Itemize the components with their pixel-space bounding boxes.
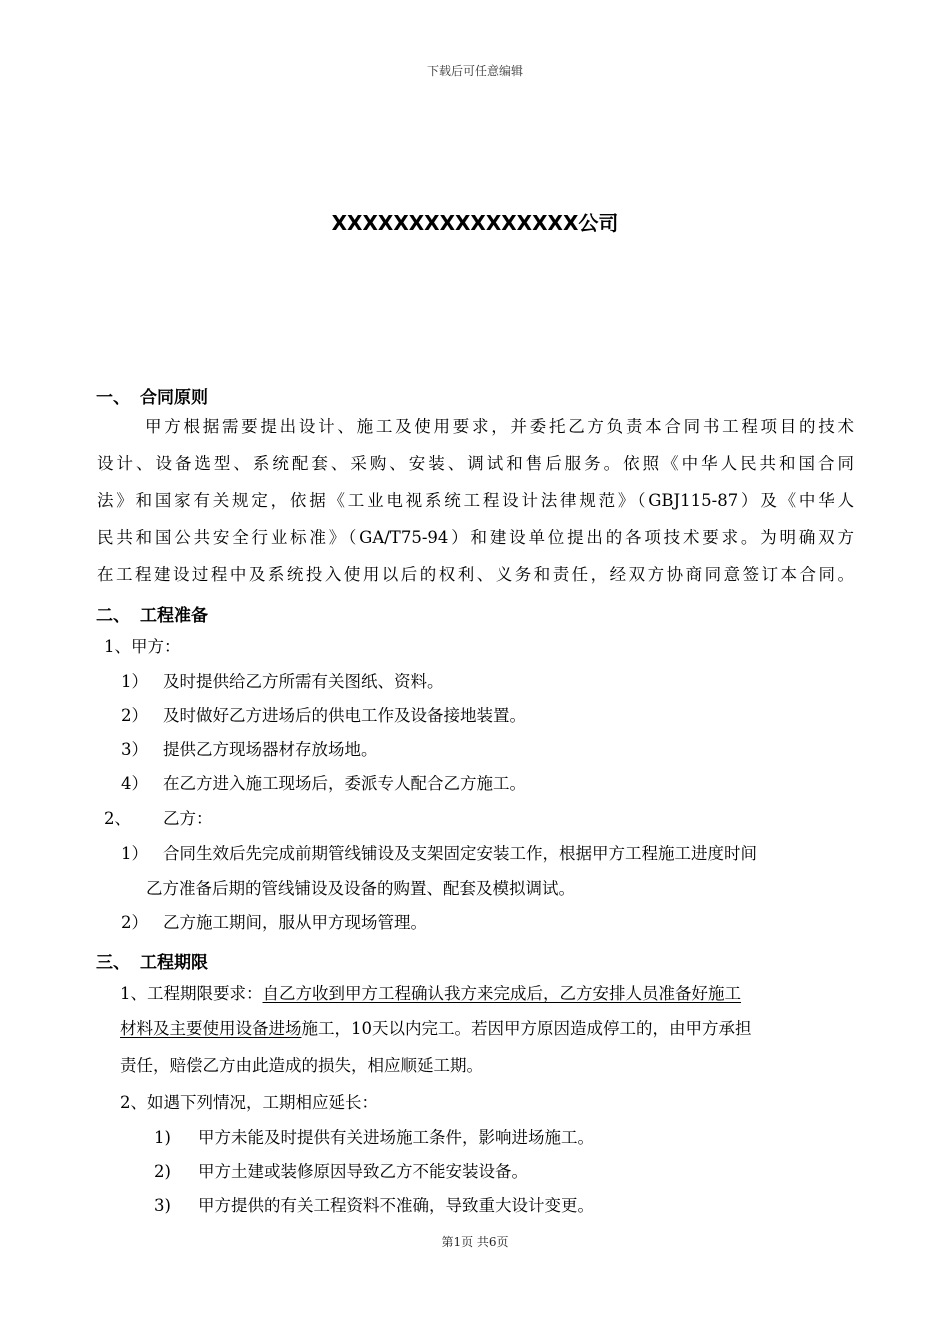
page-header-note: 下载后可任意编辑 <box>426 64 523 78</box>
party-a-label: 1、甲方： <box>104 637 181 656</box>
party-a-item-4: 4） 在乙方进入施工现场后，委派专人配合乙方施工。 <box>121 774 526 793</box>
s1-line-2: 设计、设备选型、系统配套、采购、安装、调试和售后服务。依照《中华人民共和国合同 <box>97 454 854 473</box>
section-3-number: 三、 <box>96 953 130 973</box>
s3-item-3: 3) 甲方提供的有关工程资料不准确，导致重大设计变更。 <box>154 1196 594 1215</box>
document-title: XXXXXXXXXXXXXXXX公司 <box>331 211 619 235</box>
section-1-title: 合同原则 <box>140 388 208 408</box>
party-b-item-1-line-2: 乙方准备后期的管线铺设及设备的购置、配套及模拟调试。 <box>146 879 575 898</box>
section-2-heading <box>96 601 208 626</box>
s1-line-1: 甲方根据需要提出设计、施工及使用要求，并委托乙方负责本合同书工程项目的技术 <box>145 417 854 436</box>
s3-para-2: 2、如遇下列情况，工期相应延长： <box>120 1093 378 1112</box>
section-2-number: 二、 <box>96 606 130 626</box>
section-2-title: 工程准备 <box>140 606 208 626</box>
s3-underlined-text-1: 自乙方收到甲方工程确认我方来完成后，乙方安排人员准备好施工 <box>262 984 741 1003</box>
s1-line-3: 法》和国家有关规定，依据《工业电视系统工程设计法律规范》（GBJ115-87）及《中华人 <box>97 491 854 510</box>
party-a-item-1: 1） 及时提供给乙方所需有关图纸、资料。 <box>121 672 444 691</box>
section-3-title: 工程期限 <box>140 953 208 973</box>
s1-line-5: 在工程建设过程中及系统投入使用以后的权利、义务和责任，经双方协商同意签订本合同。 <box>97 565 854 584</box>
s3-para-1-line-3: 责任，赔偿乙方由此造成的损失，相应顺延工期。 <box>120 1056 483 1075</box>
party-a-item-3: 3） 提供乙方现场器材存放场地。 <box>121 740 378 759</box>
s1-line-4: 民共和国公共安全行业标准》（GA/T75-94）和建设单位提出的各项技术要求。为明确双方 <box>97 528 854 547</box>
party-b-item-2: 2） 乙方施工期间，服从甲方现场管理。 <box>121 913 427 932</box>
party-b-item-1-line-1: 1） 合同生效后先完成前期管线铺设及支架固定安装工作，根据甲方工程施工进度时间 <box>121 844 757 863</box>
section-1-number: 一、 <box>96 388 130 408</box>
s3-item-1: 1) 甲方未能及时提供有关进场施工条件，影响进场施工。 <box>154 1128 594 1147</box>
page-number: 第1页 共6页 <box>441 1235 509 1249</box>
s3-underlined-text-2: 材料及主要使用设备进场 <box>120 1019 302 1038</box>
party-a-item-2: 2） 及时做好乙方进场后的供电工作及设备接地装置。 <box>121 706 526 725</box>
s3-item-2: 2) 甲方土建或装修原因导致乙方不能安装设备。 <box>154 1162 528 1181</box>
section-3-heading <box>96 948 208 973</box>
section-1-heading <box>96 383 208 408</box>
s3-para-1-line-2: 材料及主要使用设备进场施工，10天以内完工。若因甲方原因造成停工的，由甲方承担 <box>120 1019 752 1038</box>
s3-para-1-line-1: 1、工程期限要求：自乙方收到甲方工程确认我方来完成后，乙方安排人员准备好施工 <box>120 984 741 1003</box>
party-b-label: 2、 乙方： <box>104 809 213 828</box>
